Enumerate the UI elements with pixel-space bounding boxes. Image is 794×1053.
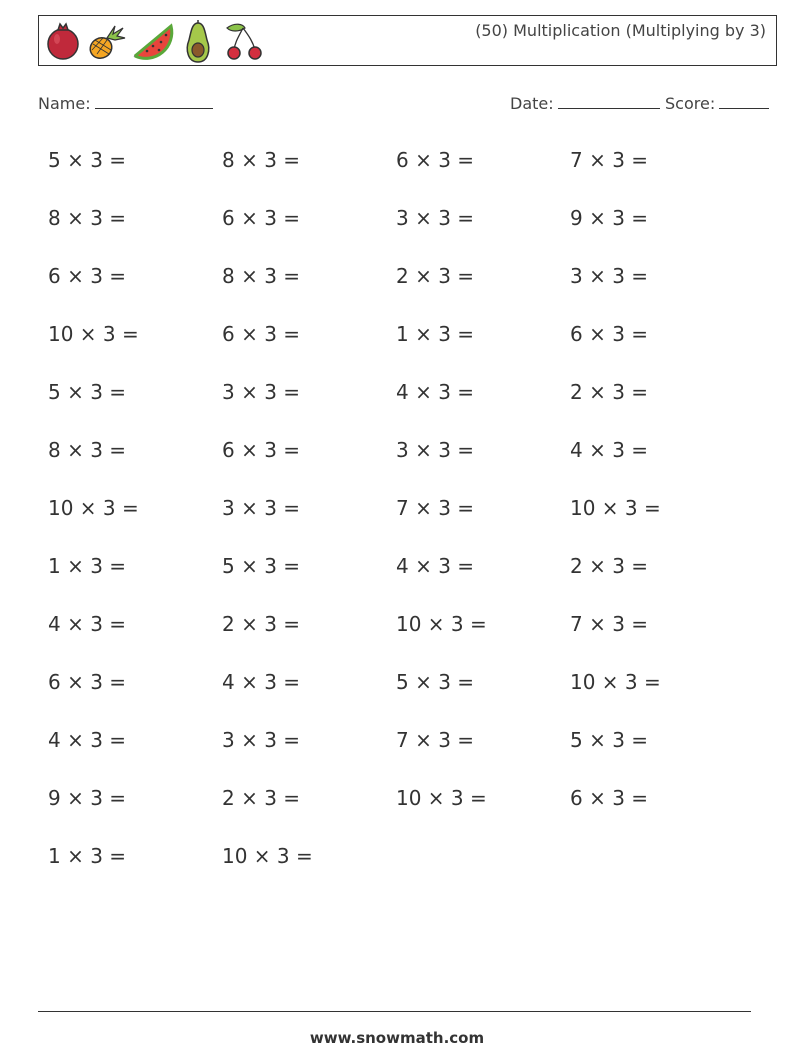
date-label: Date:	[510, 94, 554, 113]
problem-item: 3 × 3 =	[222, 728, 301, 752]
problem-item: 10 × 3 =	[570, 496, 661, 520]
problem-item: 3 × 3 =	[396, 206, 475, 230]
problem-item: 3 × 3 =	[570, 264, 649, 288]
problem-item: 2 × 3 =	[570, 554, 649, 578]
problem-item: 2 × 3 =	[222, 786, 301, 810]
problem-item: 1 × 3 =	[48, 554, 127, 578]
name-label: Name:	[38, 94, 91, 113]
problem-item: 9 × 3 =	[570, 206, 649, 230]
problem-item: 5 × 3 =	[396, 670, 475, 694]
problem-item: 4 × 3 =	[48, 612, 127, 636]
problem-item: 6 × 3 =	[48, 670, 127, 694]
problem-item: 10 × 3 =	[396, 786, 487, 810]
problem-item: 4 × 3 =	[570, 438, 649, 462]
problem-item: 6 × 3 =	[222, 322, 301, 346]
problem-item: 5 × 3 =	[222, 554, 301, 578]
problem-item: 9 × 3 =	[48, 786, 127, 810]
score-label: Score:	[665, 94, 716, 113]
problem-item: 10 × 3 =	[396, 612, 487, 636]
problem-item: 10 × 3 =	[48, 322, 139, 346]
problem-item: 5 × 3 =	[570, 728, 649, 752]
problem-item: 10 × 3 =	[222, 844, 313, 868]
footer-divider	[38, 1011, 751, 1012]
problem-item: 6 × 3 =	[222, 206, 301, 230]
problem-item: 3 × 3 =	[396, 438, 475, 462]
problem-item: 1 × 3 =	[48, 844, 127, 868]
problem-item: 6 × 3 =	[48, 264, 127, 288]
problem-item: 8 × 3 =	[222, 264, 301, 288]
problem-item: 2 × 3 =	[396, 264, 475, 288]
problem-item: 10 × 3 =	[570, 670, 661, 694]
problem-item: 7 × 3 =	[570, 148, 649, 172]
worksheet-title: (50) Multiplication (Multiplying by 3)	[475, 21, 766, 40]
problem-item: 4 × 3 =	[222, 670, 301, 694]
problem-item: 10 × 3 =	[48, 496, 139, 520]
problem-item: 8 × 3 =	[48, 438, 127, 462]
problem-item: 6 × 3 =	[396, 148, 475, 172]
problem-item: 3 × 3 =	[222, 380, 301, 404]
problem-item: 2 × 3 =	[222, 612, 301, 636]
problem-item: 7 × 3 =	[396, 496, 475, 520]
problem-item: 4 × 3 =	[48, 728, 127, 752]
problem-item: 6 × 3 =	[570, 322, 649, 346]
footer-site: www.snowmath.com	[309, 1029, 485, 1047]
problem-item: 6 × 3 =	[222, 438, 301, 462]
problem-item: 7 × 3 =	[396, 728, 475, 752]
problem-item: 3 × 3 =	[222, 496, 301, 520]
problem-item: 5 × 3 =	[48, 148, 127, 172]
problem-item: 1 × 3 =	[396, 322, 475, 346]
problem-item: 7 × 3 =	[570, 612, 649, 636]
problem-item: 6 × 3 =	[570, 786, 649, 810]
problem-item: 4 × 3 =	[396, 380, 475, 404]
problem-item: 8 × 3 =	[48, 206, 127, 230]
problem-item: 8 × 3 =	[222, 148, 301, 172]
problem-item: 2 × 3 =	[570, 380, 649, 404]
problem-item: 4 × 3 =	[396, 554, 475, 578]
problem-item: 5 × 3 =	[48, 380, 127, 404]
